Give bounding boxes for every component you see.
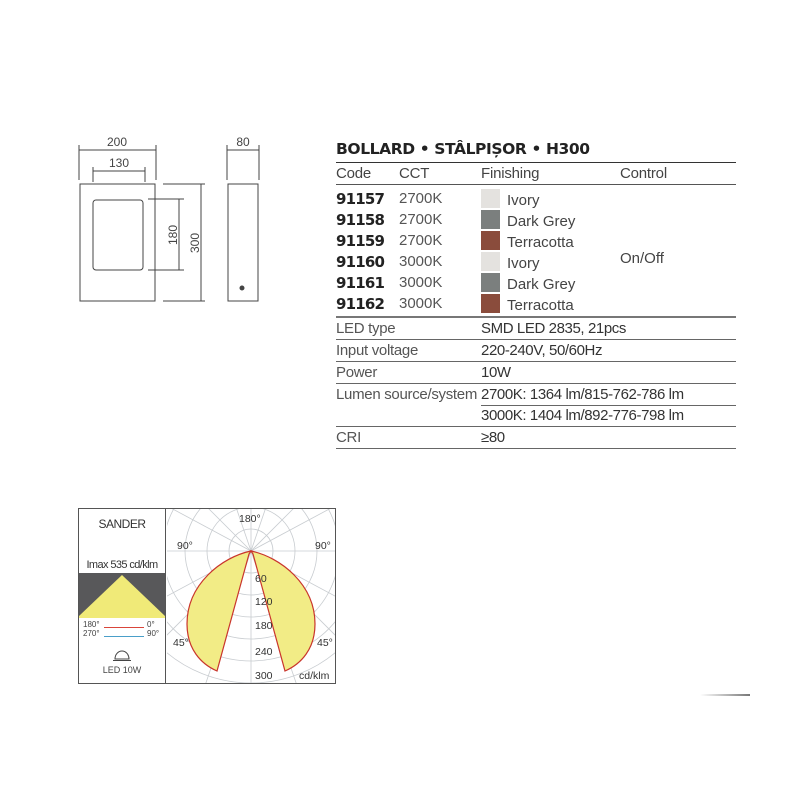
imax-label: Imax 535 cd/klm [86, 559, 158, 571]
blue-line-icon [104, 636, 144, 637]
unit-label: cd/klm [299, 670, 330, 682]
product-cct: 2700K [399, 190, 443, 207]
product-finishing: Dark Grey [507, 276, 576, 293]
product-code: 91160 [336, 253, 385, 271]
product-cct: 3000K [399, 295, 443, 312]
finish-swatch-ivory [481, 189, 500, 208]
angle-45-left-label: 45° [173, 637, 189, 649]
input-voltage-row [336, 340, 736, 362]
height-300-label: 300 [188, 232, 202, 254]
beam-icon [79, 573, 165, 618]
product-finishing: Ivory [507, 192, 540, 209]
lumen-divider [481, 405, 736, 406]
dimension-drawing [70, 130, 270, 310]
product-code: 91158 [336, 211, 385, 229]
led-type-label: LED type [336, 320, 396, 337]
red-line-icon [104, 627, 144, 628]
header-cct: CCT [399, 165, 430, 182]
cri-value: ≥80 [481, 429, 505, 446]
table-row [336, 252, 736, 273]
finish-swatch-dark-grey [481, 210, 500, 229]
cri-row [336, 427, 736, 449]
power-value: 10W [481, 364, 511, 381]
width-200-label: 200 [106, 135, 128, 149]
front-view-outline [80, 184, 155, 301]
table-row [336, 273, 736, 294]
led-type-row [336, 318, 736, 340]
header-code: Code [336, 165, 372, 182]
table-row [336, 210, 736, 231]
angle-90-left-label: 90° [177, 540, 193, 552]
led-type-value: SMD LED 2835, 21pcs [481, 320, 626, 337]
product-cct: 3000K [399, 253, 443, 270]
side-view-outline [228, 184, 258, 301]
control-value: On/Off [620, 250, 664, 267]
angle-180-label: 180° [239, 513, 261, 525]
product-finishing: Terracotta [507, 297, 574, 314]
product-code: 91157 [336, 190, 385, 208]
radial-tick-120: 120 [255, 596, 273, 608]
lumen-value-2700k: 2700K: 1364 lm/815-762-786 lm [481, 386, 684, 403]
finish-swatch-terracotta [481, 231, 500, 250]
product-cct: 3000K [399, 274, 443, 291]
lamp-dome-icon [111, 643, 133, 665]
power-label: Power [336, 364, 378, 381]
product-code: 91162 [336, 295, 385, 313]
header-control: Control [620, 165, 667, 182]
cri-label: CRI [336, 429, 361, 446]
power-row [336, 362, 736, 384]
input-voltage-label: Input voltage [336, 342, 418, 359]
product-finishing: Ivory [507, 255, 540, 272]
luminaire-name: SANDER [98, 517, 146, 531]
angle-90-right-label: 90° [315, 540, 331, 552]
spec-header-row [336, 163, 736, 185]
radial-tick-300: 300 [255, 670, 273, 682]
radial-tick-240: 240 [255, 646, 273, 658]
polar-diagram [167, 509, 335, 683]
table-row [336, 294, 736, 315]
radial-tick-60: 60 [255, 573, 267, 585]
photometric-panel [78, 508, 336, 684]
width-130-label: 130 [108, 156, 130, 170]
radial-tick-180: 180 [255, 620, 273, 632]
lumen-label: Lumen source/system [336, 386, 478, 403]
product-cct: 2700K [399, 232, 443, 249]
product-rows [336, 185, 736, 318]
product-finishing: Terracotta [507, 234, 574, 251]
height-180-label: 180 [166, 224, 180, 246]
lamp-label: LED 10W [102, 665, 142, 675]
header-finishing: Finishing [481, 165, 540, 182]
finish-swatch-dark-grey [481, 273, 500, 292]
spec-table [336, 140, 736, 449]
finish-swatch-ivory [481, 252, 500, 271]
table-row [336, 189, 736, 210]
lumen-row [336, 384, 736, 427]
lumen-value-3000k: 3000K: 1404 lm/892-776-798 lm [481, 407, 684, 424]
product-cct: 2700K [399, 211, 443, 228]
photometric-info: SANDER Imax 535 cd/klm 180° 0° 270° 90° LED 10W [79, 509, 166, 683]
finish-swatch-terracotta [481, 294, 500, 313]
spec-title: BOLLARD • STÂLPIȘOR • H300 [336, 140, 736, 163]
depth-80-label: 80 [236, 135, 250, 149]
angle-45-right-label: 45° [317, 637, 333, 649]
product-code: 91159 [336, 232, 385, 250]
input-voltage-value: 220-240V, 50/60Hz [481, 342, 603, 359]
decorative-stroke [700, 694, 750, 696]
table-row [336, 231, 736, 252]
product-code: 91161 [336, 274, 385, 292]
product-finishing: Dark Grey [507, 213, 576, 230]
